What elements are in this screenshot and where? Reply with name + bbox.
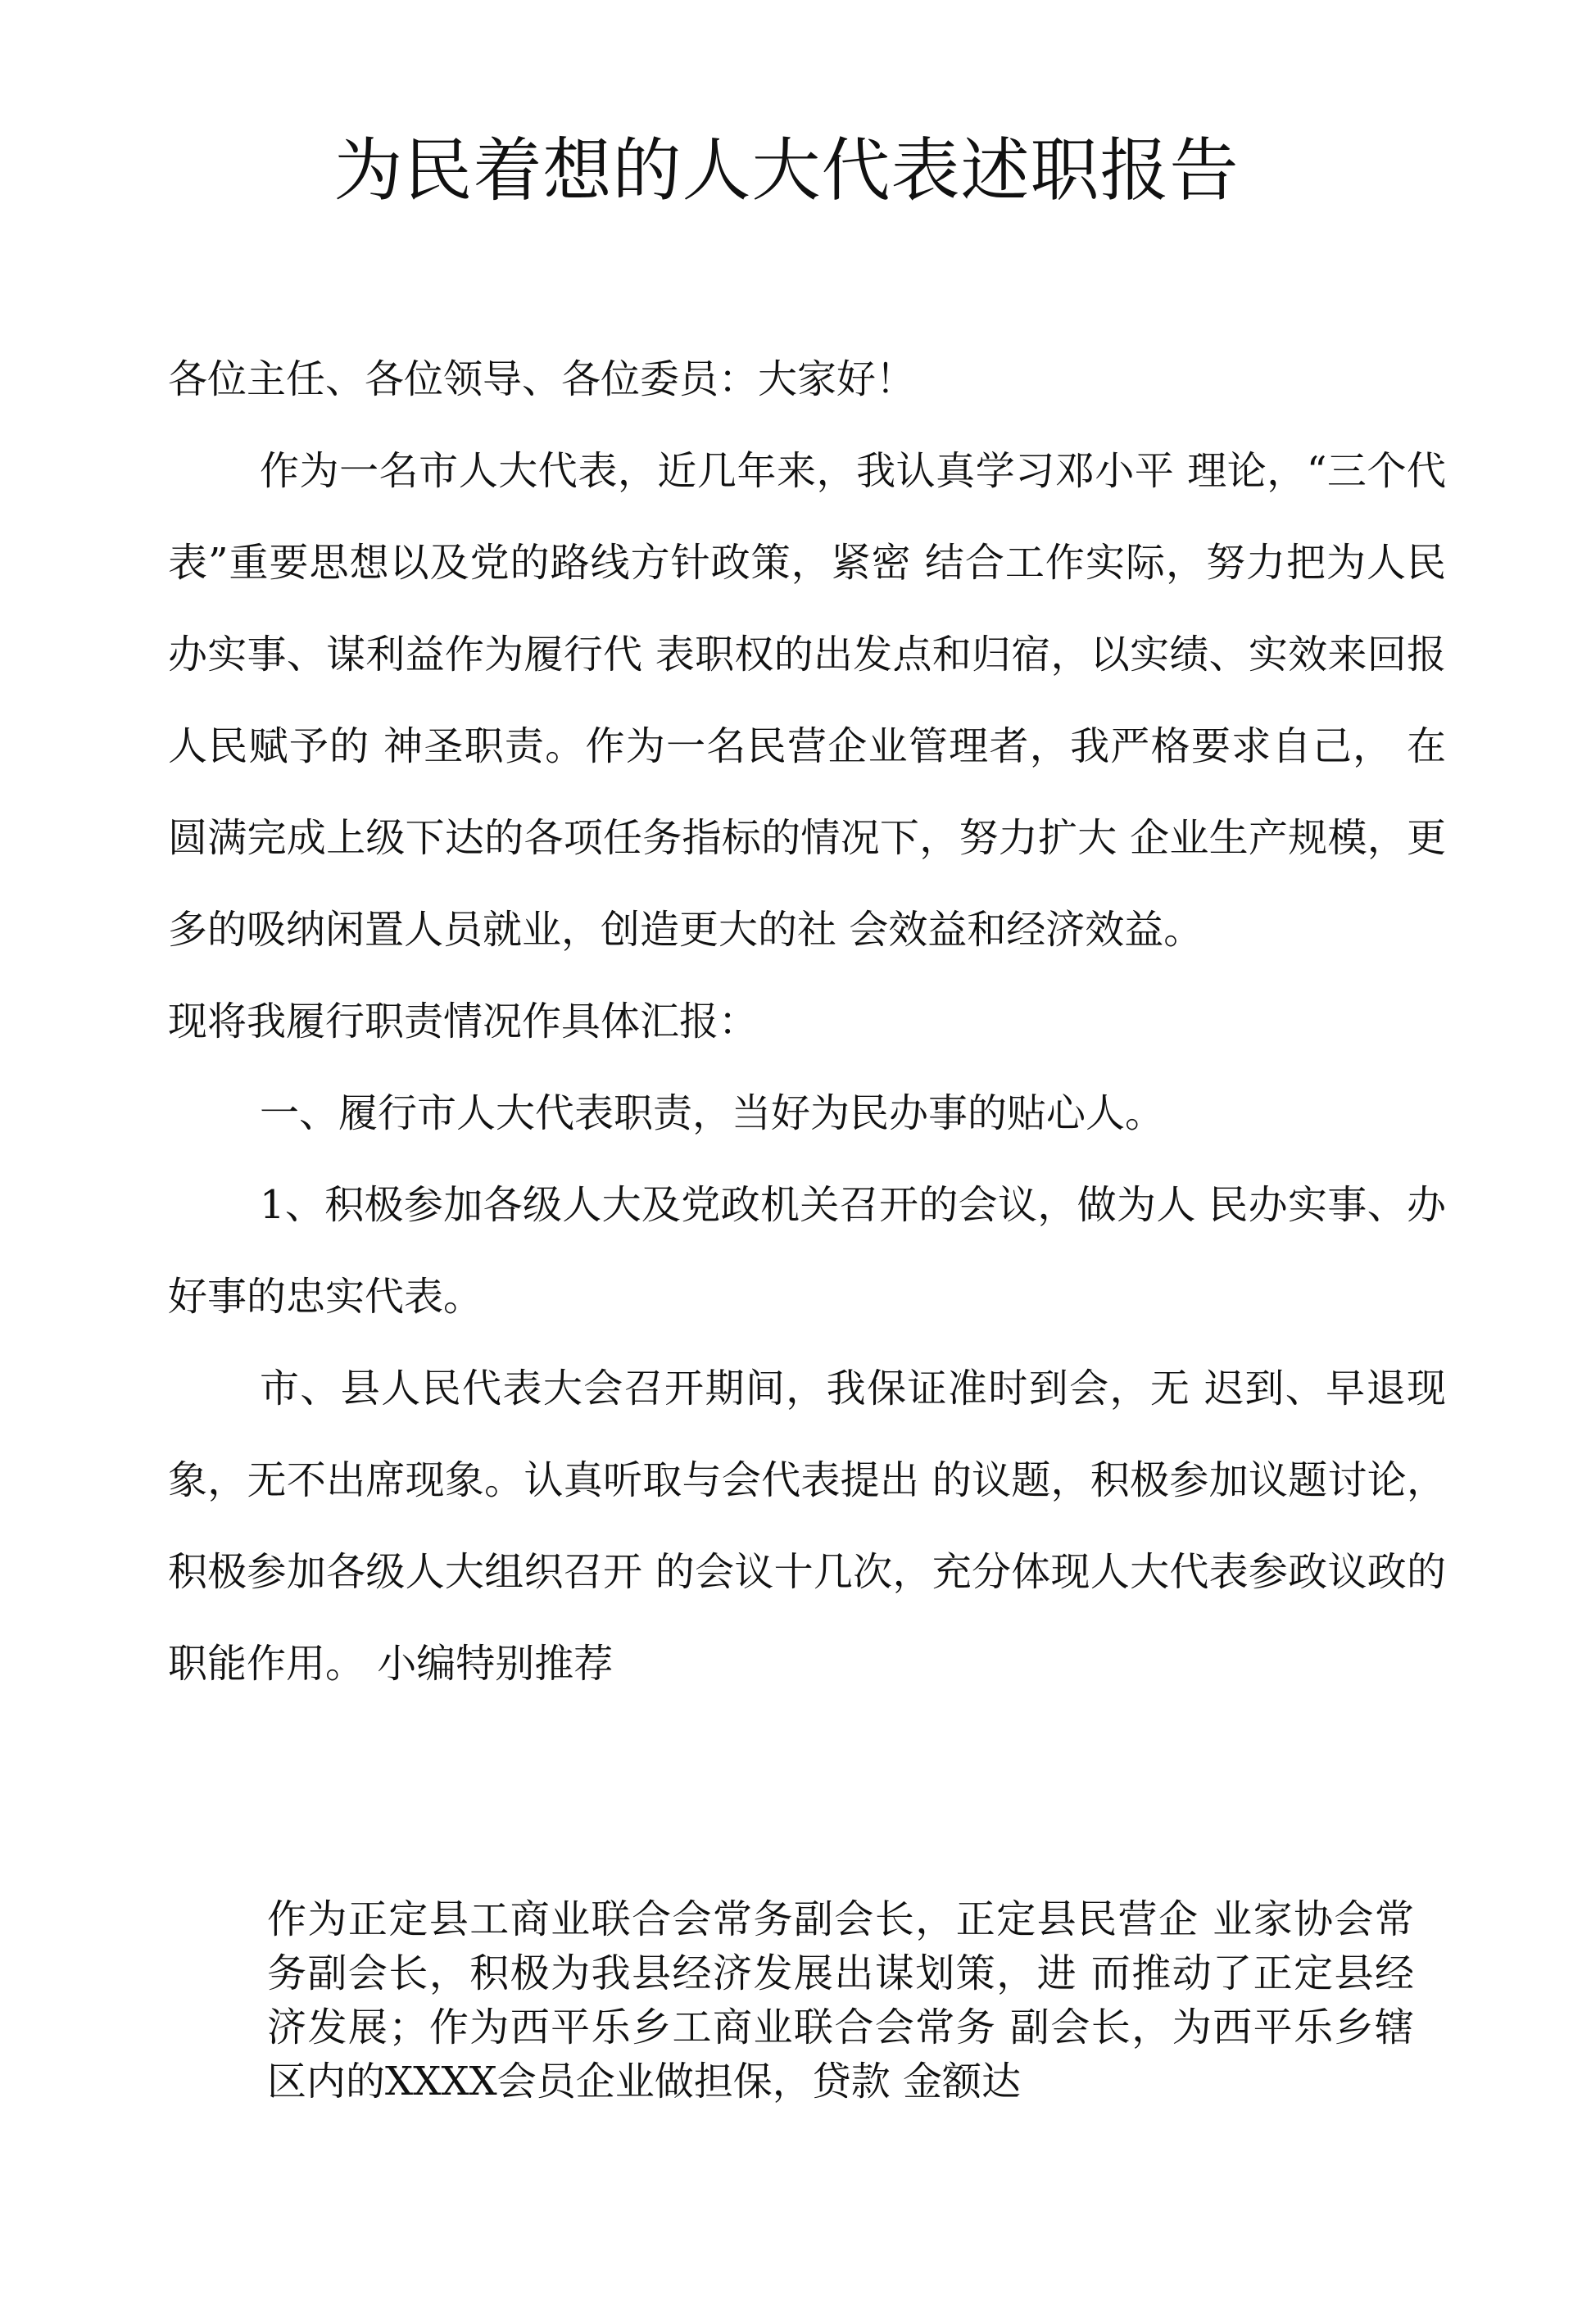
report-lead-paragraph: 现将我履行职责情况作具体汇报： bbox=[168, 999, 759, 1044]
document-title: 为民着想的人大代表述职报告 bbox=[333, 130, 1240, 211]
meeting-attendance-paragraph: 市、县人民代表大会召开期间，我保证准时到会，无 迟到、早退现象，无不出席现象。认真听取与会代表提出 的议题，积极参加议题讨论，积极参加各级人大组织召开 的会议十几次，充分体现人大代表参政议政的职能作用。 小编特别推荐 bbox=[168, 1366, 1446, 1687]
intro-paragraph: 作为一名市人大代表，近几年来，我认真学习邓小平 理论，“三个代表”重要思想以及党的路线方针政策，紧密 结合工作实际，努力把为人民办实事、谋利益作为履行代 表职权的出发点和归宿，以实绩、实效来回报人民赋予的 神圣职责。作为一名民营企业管理者，我严格要求自己， 在圆满完成上级下达的各项任务指标的情况下，努力扩大 企业生产规模，更多的吸纳闲置人员就业，创造更大的社 会效益和经济效益。 bbox=[168, 448, 1446, 953]
item-one-paragraph: 1、积极参加各级人大及党政机关召开的会议，做为人 民办实事、办好事的忠实代表。 bbox=[168, 1182, 1446, 1320]
section-heading-paragraph: 一、履行市人大代表职责，当好为民办事的贴心人。 bbox=[260, 1090, 1165, 1136]
salutation-paragraph: 各位主任、各位领导、各位委员：大家好！ bbox=[168, 356, 916, 402]
document-tail bbox=[267, 1892, 1414, 2109]
tail-paragraph: 作为正定县工商业联合会常务副会长，正定县民营企 业家协会常务副会长，积极为我县经济发展出谋划策，进 而推动了正定县经济发展；作为西平乐乡工商业联合会常务 副会长，为西平乐乡辖区内的XXXX会员企业做担保，贷款 金额达 bbox=[267, 1896, 1414, 2104]
document-body bbox=[168, 333, 1446, 1710]
